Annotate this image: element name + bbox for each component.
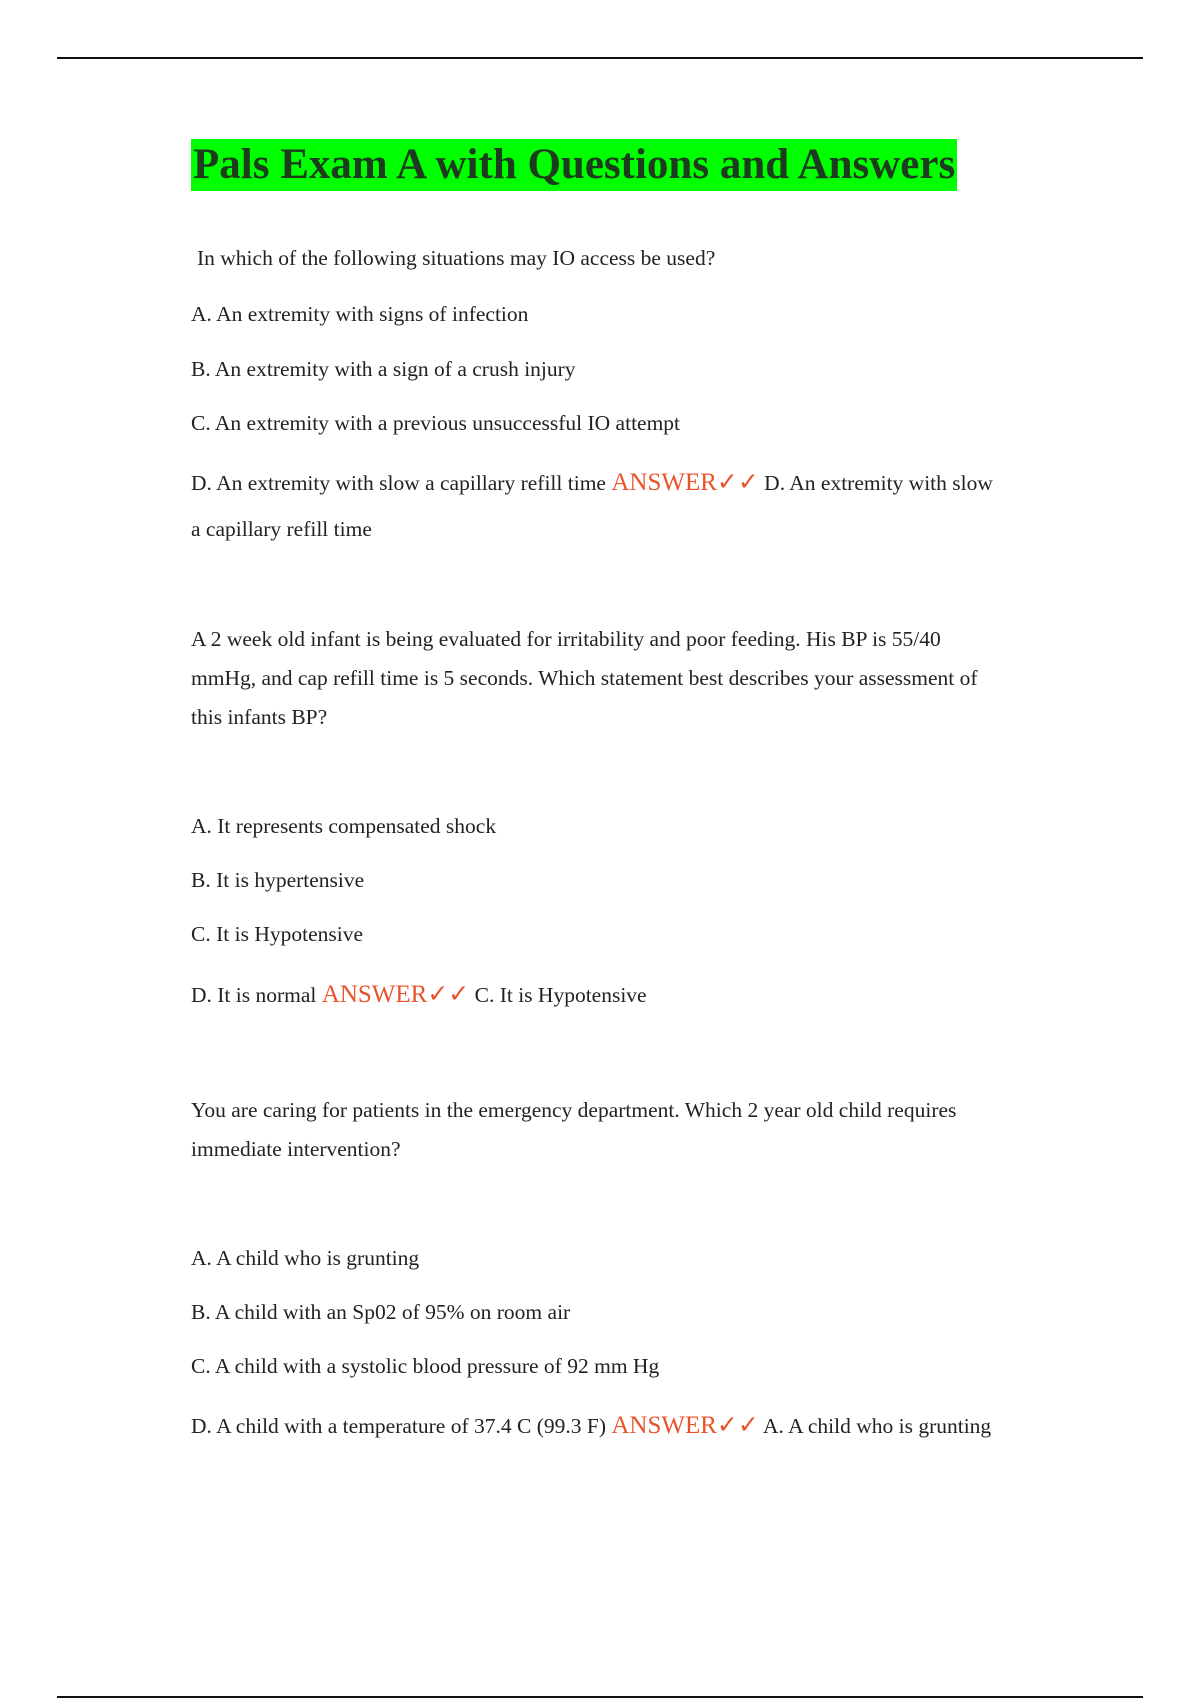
q2-option-b: B. It is hypertensive — [191, 868, 365, 892]
q1-option-d-row — [191, 470, 993, 496]
q1-option-c: C. An extremity with a previous unsuccessful IO attempt — [191, 411, 681, 435]
q1-answer-text: D. An extremity with slow — [764, 471, 993, 495]
q2-option-d: D. It is normal — [191, 983, 317, 1007]
q2-option-d-row — [191, 982, 647, 1008]
q2-question-line-1: A 2 week old infant is being evaluated for irritability and poor feeding. His BP is 55/40 — [191, 627, 941, 651]
q1-option-b: B. An extremity with a sign of a crush injury — [191, 357, 576, 381]
document-title: Pals Exam A with Questions and Answers — [191, 139, 957, 191]
q2-answer-text: C. It is Hypotensive — [474, 983, 647, 1007]
q1-option-d: D. An extremity with slow a capillary refill time — [191, 471, 606, 495]
q2-question-line-2: mmHg, and cap refill time is 5 seconds. Which statement best describes your assessment of — [191, 666, 978, 690]
q1-answer-label: ANSWER✓✓ — [611, 469, 759, 496]
q2-option-c: C. It is Hypotensive — [191, 922, 363, 946]
bottom-rule — [57, 1696, 1143, 1698]
q3-option-c: C. A child with a systolic blood pressure of 92 mm Hg — [191, 1354, 660, 1378]
q3-option-a: A. A child who is grunting — [191, 1246, 420, 1270]
q3-option-d-row — [191, 1413, 991, 1439]
top-rule — [57, 57, 1143, 59]
q3-answer-label: ANSWER✓✓ — [611, 1412, 759, 1439]
q3-question-line-1: You are caring for patients in the emergency department. Which 2 year old child requires — [191, 1098, 957, 1122]
q3-question-line-2: immediate intervention? — [191, 1137, 401, 1161]
q3-option-b: B. A child with an Sp02 of 95% on room air — [191, 1300, 571, 1324]
q3-answer-text: A. A child who is grunting — [763, 1414, 992, 1438]
q1-option-a: A. An extremity with signs of infection — [191, 302, 529, 326]
q1-answer-continued: a capillary refill time — [191, 517, 372, 541]
q1-question: In which of the following situations may IO access be used? — [197, 246, 716, 270]
q2-question-line-3: this infants BP? — [191, 705, 328, 729]
q2-answer-label: ANSWER✓✓ — [321, 981, 470, 1008]
q3-option-d: D. A child with a temperature of 37.4 C (99.3 F) — [191, 1414, 606, 1438]
q2-option-a: A. It represents compensated shock — [191, 814, 497, 838]
